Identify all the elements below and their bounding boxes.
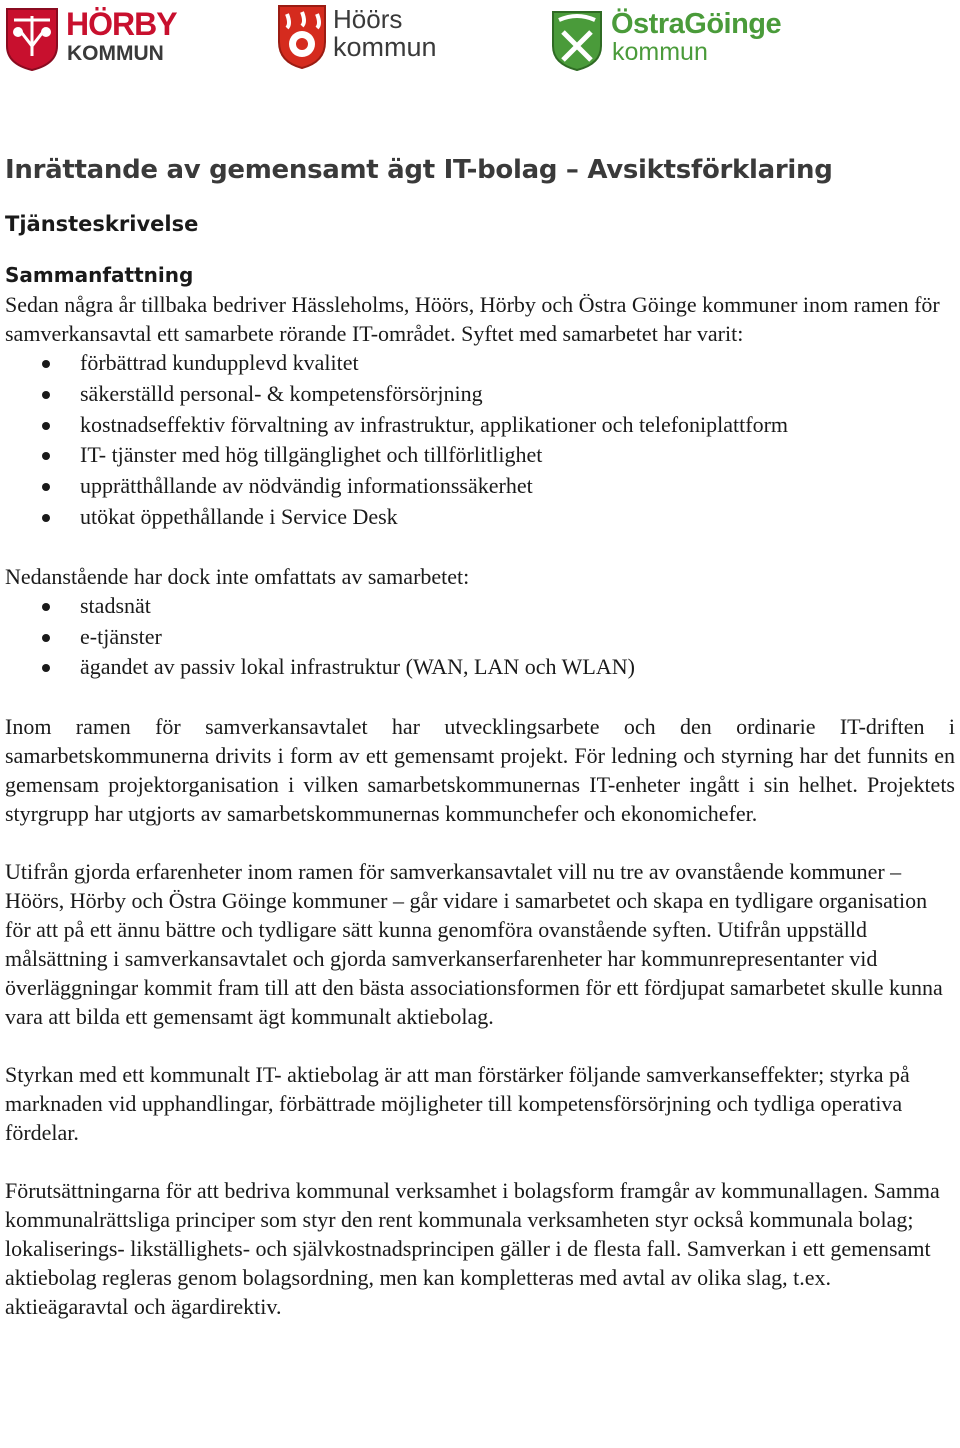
body-paragraph: Förutsättningarna för att bedriva kommunal verksamhet i bolagsform framgår av kommunallagen. Samma kommunalrättsliga principer som styr den rent kommunala verksamheten styr också kommunala bolag; lokaliserings- likställighets- och självkostnadsprincipen gäller i de flesta fall. Samverkan i ett gemensamt aktiebolag regleras genom bolagsordning, men kan kompletteras med avtal av olika slag, t.ex. aktieägaravtal och ägardirektiv. — [5, 1178, 940, 1320]
bullet-icon — [42, 422, 50, 430]
list-item — [5, 591, 955, 622]
goals-list — [5, 348, 955, 533]
document-type-heading: Tjänsteskrivelse — [5, 212, 199, 236]
summary-heading: Sammanfattning — [5, 263, 194, 287]
horby-logo-line1: HÖRBY — [66, 6, 177, 42]
excluded-intro: Nedanstående har dock inte omfattats av samarbetet: — [5, 563, 470, 589]
excluded-text: stadsnät — [80, 592, 151, 618]
hoor-shield-icon — [277, 4, 327, 70]
bullet-icon — [42, 452, 50, 460]
list-item — [5, 502, 955, 533]
document-body — [5, 148, 955, 1321]
horby-shield-icon — [4, 6, 60, 72]
horby-kommun-logo — [4, 4, 177, 72]
body-paragraph: Inom ramen för samverkansavtalet har utvecklingsarbete och den ordinarie IT-driften i samarbetskommunerna drivits i form av ett gemensamt projekt. För ledning och styrning har det funnits en gemensam projektorganisation i vilken samarbetskommunernas IT-enheter ingått i sin helhet. Projektets styrgrupp har utgjorts av samarbetskommunernas kommunchefer och ekonomichefer. — [5, 714, 955, 827]
ostra-goinge-logo-line1: ÖstraGöinge — [611, 8, 782, 40]
goal-text: IT- tjänster med hög tillgänglighet och tillförlitlighet — [80, 442, 543, 468]
ostra-goinge-shield-icon — [551, 10, 603, 72]
hoor-logo-line2: kommun — [333, 32, 437, 62]
list-item — [5, 440, 955, 471]
hoor-logo-line1: Höörs — [333, 4, 403, 34]
goal-text: kostnadseffektiv förvaltning av infrastruktur, applikationer och telefoniplattform — [80, 411, 789, 437]
bullet-icon — [42, 360, 50, 368]
goal-text: upprätthållande av nödvändig informationssäkerhet — [80, 473, 533, 499]
list-item — [5, 652, 955, 683]
bullet-icon — [42, 514, 50, 522]
bullet-icon — [42, 603, 50, 611]
bullet-icon — [42, 391, 50, 399]
excluded-list — [5, 591, 955, 683]
excluded-text: e-tjänster — [80, 623, 162, 649]
intro-paragraph: Sedan några år tillbaka bedriver Hässleholms, Höörs, Hörby och Östra Göinge kommuner inom ramen för samverkansavtal ett samarbete rörande IT-området. Syftet med samarbetet har varit: — [5, 292, 940, 346]
goal-text: förbättrad kundupplevd kvalitet — [80, 350, 359, 375]
hoors-kommun-logo — [277, 4, 442, 72]
ostra-goinge-kommun-logo — [551, 4, 791, 72]
goal-text: utökat öppethållande i Service Desk — [80, 503, 398, 529]
bullet-icon — [42, 634, 50, 642]
list-item — [5, 471, 955, 502]
ostra-goinge-logo-line2: kommun — [612, 38, 708, 66]
body-paragraph: Utifrån gjorda erfarenheter inom ramen för samverkansavtalet vill nu tre av ovanstående kommuner – Höörs, Hörby och Östra Göinge kommuner – går vidare i samarbetet och skapa en tydligare organisation för att på ett ännu bättre och tydligare sätt kunna genomföra ovanstående syften. Utifrån uppställd målsättning i samverkansavtalet och gjorda samverkanserfarenheter har kommunrepresentanter vid överläggningar kommit fram till att den bästa associationsformen för ett fördjupat samarbetet skulle kunna vara att bilda ett gemensamt ägt kommunalt aktiebolag. — [5, 859, 943, 1030]
list-item — [5, 379, 955, 410]
logo-bar — [0, 0, 960, 80]
list-item — [5, 348, 955, 379]
horby-logo-line2: KOMMUN — [67, 42, 164, 65]
bullet-icon — [42, 664, 50, 672]
body-paragraph: Styrkan med ett kommunalt IT- aktiebolag är att man förstärker följande samverkanseffekter; styrka på marknaden vid upphandlingar, förbättrade möjligheter till kompetensförsörjning och tydliga operativa fördelar. — [5, 1062, 910, 1146]
excluded-text: ägandet av passiv lokal infrastruktur (WAN, LAN och WLAN) — [80, 654, 635, 680]
list-item — [5, 622, 955, 653]
list-item — [5, 410, 955, 441]
bullet-icon — [42, 483, 50, 491]
goal-text: säkerställd personal- & kompetensförsörjning — [80, 380, 483, 406]
page-title: Inrättande av gemensamt ägt IT-bolag – Avsiktsförklaring — [5, 155, 833, 185]
